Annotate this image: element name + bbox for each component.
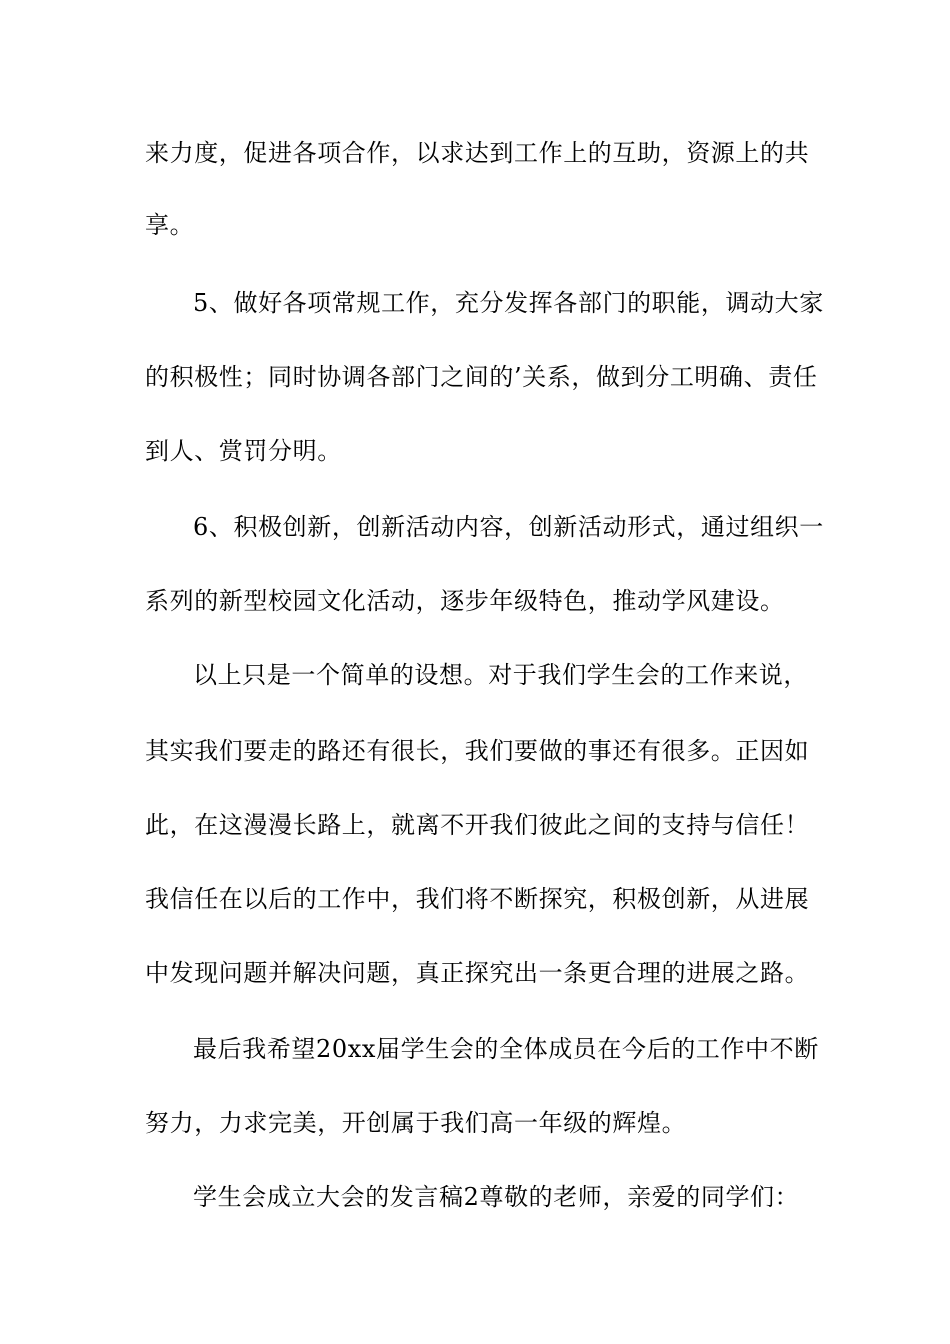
text-line: 其实我们要走的路还有很长，我们要做的事还有很多。正因如	[145, 737, 810, 765]
paragraph-start-line: 6、积极创新，创新活动内容，创新活动形式，通过组织一	[193, 513, 824, 541]
text-line: 中发现问题并解决问题，真正探究出一条更合理的进展之路。	[145, 959, 810, 987]
text-line: 我信任在以后的工作中，我们将不断探究，积极创新，从进展	[145, 885, 810, 913]
text-line: 努力，力求完美，开创属于我们高一年级的辉煌。	[145, 1109, 687, 1137]
text-line: 此，在这漫漫长路上，就离不开我们彼此之间的支持与信任！	[145, 811, 810, 839]
text-line: 的积极性；同时协调各部门之间的’关系，做到分工明确、责任	[145, 363, 818, 391]
text-line: 系列的新型校园文化活动，逐步年级特色，推动学风建设。	[145, 587, 785, 615]
text-line: 来力度，促进各项合作，以求达到工作上的互助，资源上的共	[145, 139, 810, 167]
text-line: 享。	[145, 211, 195, 239]
text-line: 到人、赏罚分明。	[145, 437, 342, 465]
paragraph-start-line: 以上只是一个简单的设想。对于我们学生会的工作来说，	[193, 661, 808, 689]
paragraph-start-line: 最后我希望20xx届学生会的全体成员在今后的工作中不断	[193, 1035, 819, 1063]
paragraph-start-line: 5、做好各项常规工作，充分发挥各部门的职能，调动大家	[193, 289, 824, 317]
paragraph-start-line: 学生会成立大会的发言稿2尊敬的老师，亲爱的同学们：	[193, 1183, 800, 1211]
